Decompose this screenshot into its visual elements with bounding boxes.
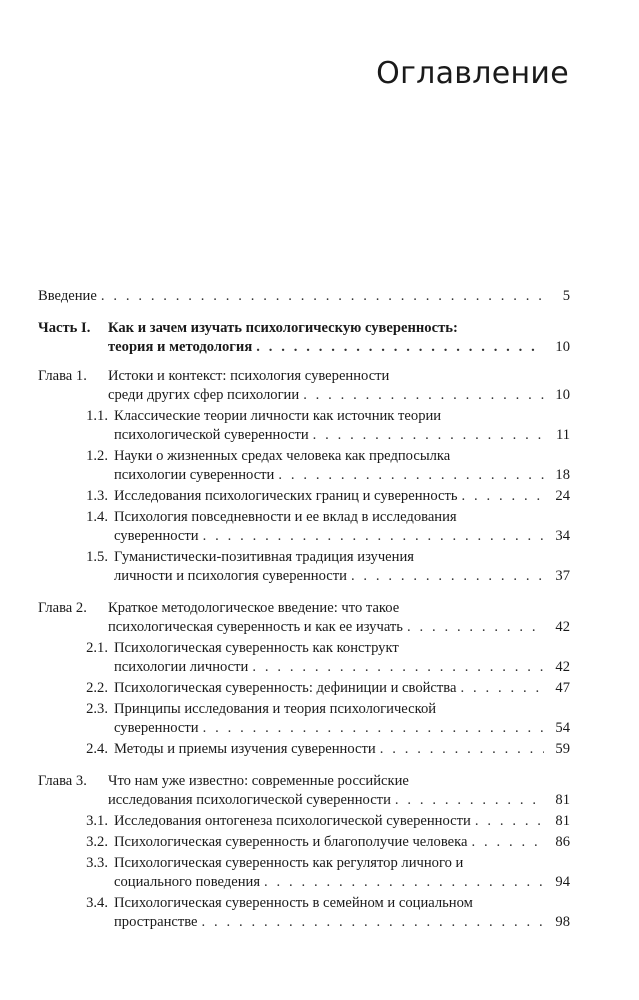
toc-entry-title-line: Исследования онтогенеза психологической суверенности	[114, 813, 471, 829]
toc-entry-title-line: Психологическая суверенность и благополучие человека	[114, 834, 468, 850]
toc-entry-title-line: Как и зачем изучать психологическую суверенность:	[108, 320, 458, 336]
toc-page-number: 42	[555, 619, 570, 635]
toc-page-number: 81	[555, 813, 570, 829]
dot-leader	[380, 740, 544, 759]
toc-entry-section-3-2[interactable]	[38, 833, 570, 852]
toc-entry-title-line: психологии личности	[114, 659, 249, 675]
section-number: 3.1.	[86, 813, 108, 829]
toc-entry-section-2-3[interactable]	[38, 700, 570, 738]
toc-entry-title-line: Гуманистически-позитивная традиция изучения	[114, 549, 414, 565]
dot-leader	[460, 679, 544, 698]
toc-entry-title-line: Психологическая суверенность: дефиниции и свойства	[114, 680, 457, 696]
toc-page-number: 18	[555, 467, 570, 483]
dot-leader	[101, 287, 544, 306]
section-number: 1.1.	[86, 408, 108, 424]
chapter-number: Глава 2.	[38, 600, 87, 616]
section-number: 1.2.	[86, 448, 108, 464]
toc-entry-section-1-5[interactable]	[38, 548, 570, 586]
section-number: 3.3.	[86, 855, 108, 871]
toc-entry-section-1-4[interactable]	[38, 508, 570, 546]
toc-entry-section-1-1[interactable]	[38, 407, 570, 445]
toc-entry-part-1[interactable]	[38, 319, 570, 357]
dot-leader	[203, 527, 544, 546]
toc-page-number: 94	[555, 874, 570, 890]
section-number: 3.4.	[86, 895, 108, 911]
toc-page-number: 42	[555, 659, 570, 675]
toc-entry-section-1-2[interactable]	[38, 447, 570, 485]
toc-entry-title-line: теория и методология	[108, 339, 253, 355]
toc-page-number: 34	[555, 528, 570, 544]
dot-leader	[203, 719, 544, 738]
dot-leader	[407, 618, 544, 637]
toc-entry-section-2-1[interactable]	[38, 639, 570, 677]
toc-entry-title-line: Психологическая суверенность как регулятор личного и	[114, 855, 464, 871]
toc-entry-title-line: психологии суверенности	[114, 467, 275, 483]
toc-entry-title-line: Что нам уже известно: современные российские	[108, 773, 409, 789]
toc-entry-title-line: суверенности	[114, 528, 199, 544]
dot-leader	[313, 426, 544, 445]
section-number: 1.4.	[86, 509, 108, 525]
page-title: Оглавление	[376, 56, 569, 91]
toc-entry-section-1-3[interactable]	[38, 487, 570, 506]
dot-leader	[303, 386, 544, 405]
toc-entry-title-line: психологическая суверенность и как ее изучать	[108, 619, 403, 635]
toc-page-number: 5	[562, 288, 570, 304]
toc-entry-title-line: личности и психология суверенности	[114, 568, 347, 584]
toc-entry-title-line: суверенности	[114, 720, 199, 736]
toc-entry-title-line: пространстве	[114, 914, 198, 930]
toc-entry-title-line: Психологическая суверенность как конструкт	[114, 640, 399, 656]
toc-entry-chapter-3[interactable]	[38, 772, 570, 810]
toc-page-number: 37	[555, 568, 570, 584]
toc-entry-title-line: Исследования психологических границ и суверенность	[114, 488, 458, 504]
toc-entry-section-3-4[interactable]	[38, 894, 570, 932]
toc-page-number: 86	[555, 834, 570, 850]
dot-leader	[256, 338, 544, 357]
part-number: Часть I.	[38, 320, 91, 336]
toc-entry-title-line: исследования психологической суверенности	[108, 792, 391, 808]
section-number: 2.3.	[86, 701, 108, 717]
dot-leader	[202, 913, 544, 932]
section-number: 3.2.	[86, 834, 108, 850]
dot-leader	[264, 873, 544, 892]
toc-entry-intro[interactable]	[38, 287, 570, 306]
toc-page-number: 59	[555, 741, 570, 757]
section-number: 1.3.	[86, 488, 108, 504]
toc-entry-title-line: Истоки и контекст: психология суверенности	[108, 368, 390, 384]
section-number: 2.2.	[86, 680, 108, 696]
section-number: 2.1.	[86, 640, 108, 656]
dot-leader	[462, 487, 545, 506]
toc-page-number: 10	[555, 339, 570, 355]
table-of-contents	[38, 287, 570, 934]
toc-entry-title-line: психологической суверенности	[114, 427, 309, 443]
dot-leader	[351, 567, 544, 586]
toc-page-number: 98	[555, 914, 570, 930]
toc-entry-title-line: Принципы исследования и теория психологической	[114, 701, 437, 717]
toc-entry-section-2-4[interactable]	[38, 740, 570, 759]
toc-page-number: 81	[555, 792, 570, 808]
toc-entry-title-line: социального поведения	[114, 874, 261, 890]
chapter-number: Глава 1.	[38, 368, 87, 384]
toc-page-number: 47	[555, 680, 570, 696]
toc-entry-chapter-1[interactable]	[38, 367, 570, 405]
toc-page-number: 54	[555, 720, 570, 736]
toc-entry-title-line: Науки о жизненных средах человека как предпосылка	[114, 448, 451, 464]
dot-leader	[278, 466, 544, 485]
dot-leader	[252, 658, 544, 677]
section-number: 2.4.	[86, 741, 108, 757]
toc-entry-title-line: среди других сфер психологии	[108, 387, 300, 403]
chapter-number: Глава 3.	[38, 773, 87, 789]
toc-entry-section-2-2[interactable]	[38, 679, 570, 698]
toc-entry-section-3-3[interactable]	[38, 854, 570, 892]
toc-page-number: 10	[555, 387, 570, 403]
toc-entry-title-line: Классические теории личности как источник теории	[114, 408, 442, 424]
toc-page-number: 11	[555, 427, 570, 443]
toc-entry-title-line: Психология повседневности и ее вклад в исследования	[114, 509, 457, 525]
toc-entry-title: Введение	[38, 288, 97, 304]
toc-entry-title-line: Краткое методологическое введение: что такое	[108, 600, 400, 616]
toc-page-number: 24	[555, 488, 570, 504]
section-number: 1.5.	[86, 549, 108, 565]
dot-leader	[475, 812, 544, 831]
dot-leader	[472, 833, 545, 852]
toc-entry-section-3-1[interactable]	[38, 812, 570, 831]
toc-entry-chapter-2[interactable]	[38, 599, 570, 637]
toc-entry-title-line: Психологическая суверенность в семейном и социальном	[114, 895, 473, 911]
toc-entry-title-line: Методы и приемы изучения суверенности	[114, 741, 376, 757]
dot-leader	[395, 791, 544, 810]
